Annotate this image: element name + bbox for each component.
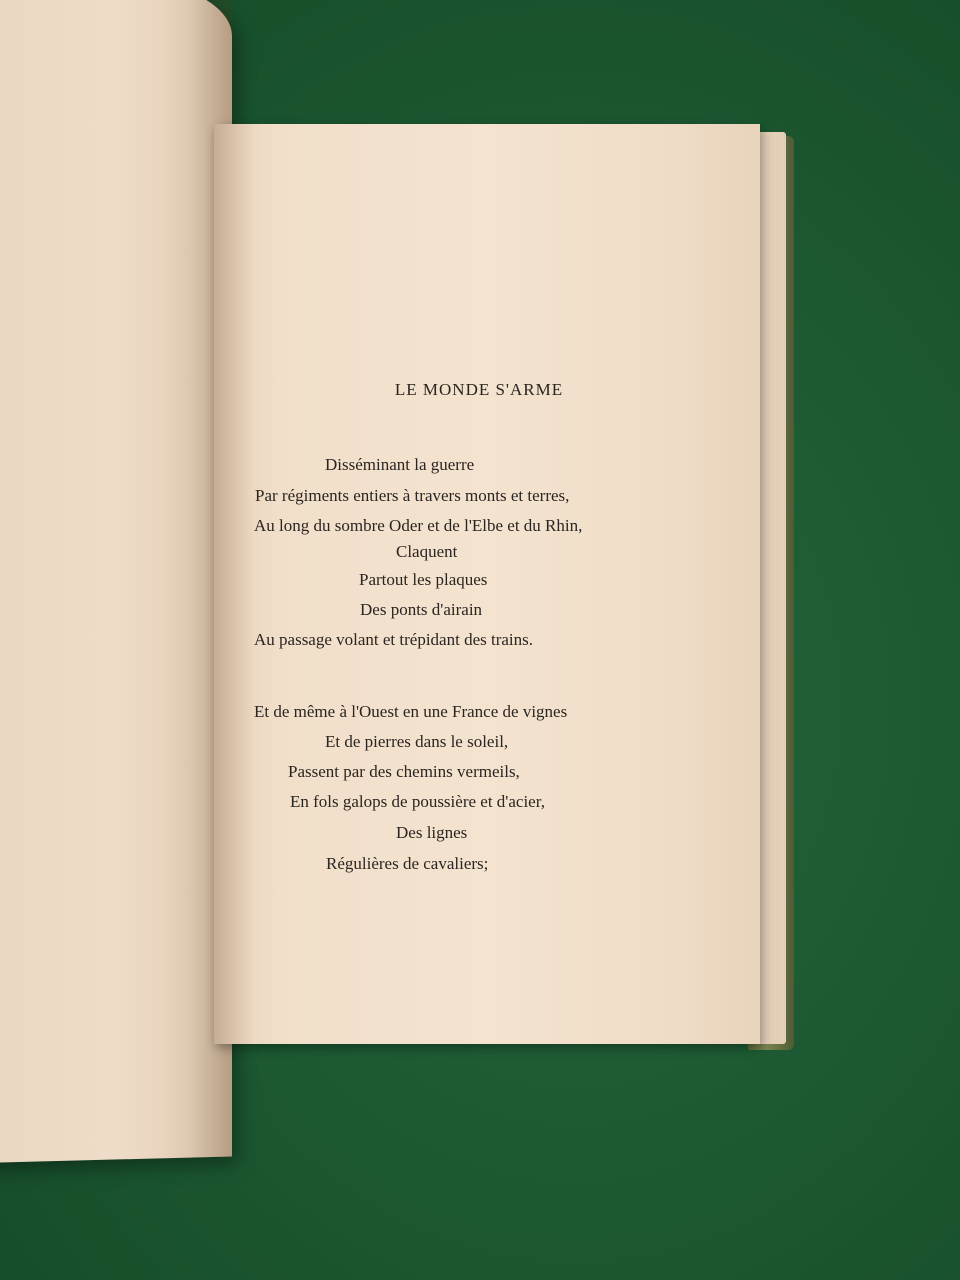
verse-line: Des lignes: [396, 823, 468, 842]
verse-line: Disséminant la guerre: [325, 455, 475, 474]
verse-line: Par régiments entiers à travers monts et terres,: [255, 486, 570, 505]
verse-line: Au passage volant et trépidant des trains.: [254, 630, 534, 649]
gutter-shadow: [214, 124, 254, 1044]
poem-title: LE MONDE S'ARME: [394, 380, 564, 399]
verse-line: Et de même à l'Ouest en une France de vignes: [254, 702, 568, 721]
verse-line: Et de pierres dans le soleil,: [325, 732, 509, 751]
verse-line: Partout les plaques: [359, 570, 488, 589]
verse-line: En fols galops de poussière et d'acier,: [290, 792, 545, 811]
verse-line: Régulières de cavaliers;: [326, 854, 489, 873]
verse-line: Des ponts d'airain: [360, 600, 483, 619]
verse-line: Au long du sombre Oder et de l'Elbe et du Rhin,: [254, 516, 583, 535]
verse-line: Claquent: [396, 542, 458, 561]
left-page: [0, 0, 232, 1164]
verse-line: Passent par des chemins vermeils,: [288, 762, 520, 781]
right-page: [214, 124, 760, 1044]
